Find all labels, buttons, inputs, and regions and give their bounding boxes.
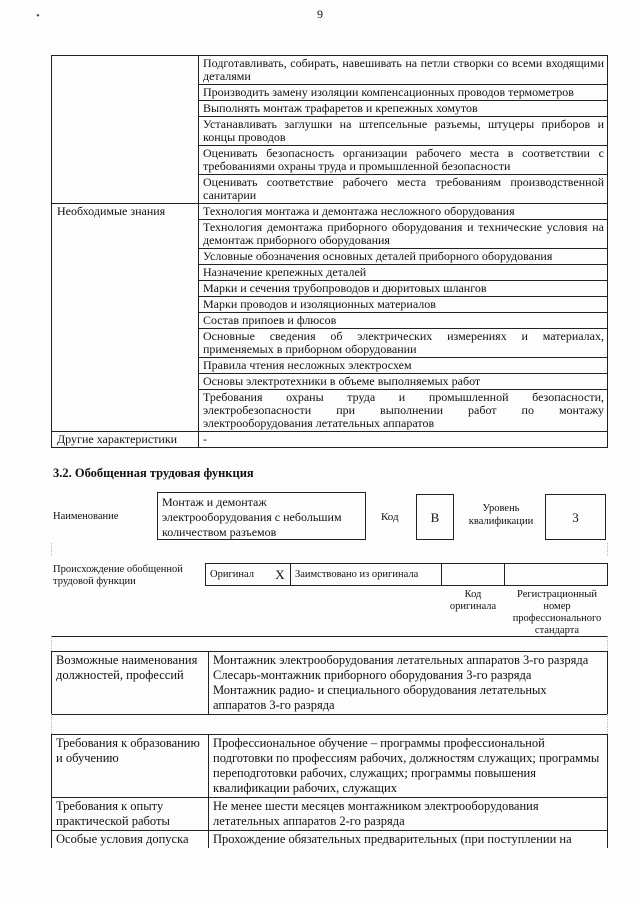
- original-mark: X: [270, 564, 291, 586]
- original-label: Оригинал: [206, 564, 271, 586]
- knowledge-row: Правила чтения несложных электросхем: [199, 358, 608, 374]
- skills-knowledge-table: [51, 55, 608, 448]
- code-label: Код: [381, 511, 399, 523]
- qualification-level-value: 3: [545, 494, 606, 540]
- knowledge-row: Основы электротехники в объеме выполняемых работ: [199, 374, 608, 390]
- knowledge-row: Условные обозначения основных деталей приборного оборудования: [199, 249, 608, 265]
- education-requirements-label: Требования к образованию и обучению: [52, 735, 209, 798]
- education-requirements-value: Профессиональное обучение – программы профессиональной подготовки по профессиям рабочих, должностям служащих; программы переподготовки рабочих, служащих; программы повышения квалификации рабочих, служащих: [209, 735, 608, 798]
- experience-requirements-label: Требования к опыту практической работы: [52, 798, 209, 831]
- table-row: [206, 564, 608, 586]
- admission-conditions-value: Прохождение обязательных предварительных (при поступлении на: [209, 831, 608, 849]
- other-characteristics-value: -: [199, 432, 608, 448]
- positions-label: Возможные наименования должностей, профессий: [52, 652, 209, 715]
- positions-values: [209, 652, 608, 715]
- skill-row: Оценивать безопасность организации рабочего места в соответствии с требованиями охраны труда и промышленной безопасности: [199, 146, 608, 175]
- admission-conditions-label: Особые условия допуска: [52, 831, 209, 849]
- spacer: [51, 636, 608, 651]
- experience-requirements-value: Не менее шести месяцев монтажником электрооборудования летательных аппаратов 2-го разряда: [209, 798, 608, 831]
- origin-table: [205, 563, 608, 586]
- position-name: Монтажник электрооборудования летательных аппаратов 3-го разряда: [213, 653, 589, 667]
- knowledge-row: Назначение крепежных деталей: [199, 265, 608, 281]
- position-name: Слесарь-монтажник приборного оборудования 3-го разряда: [213, 668, 532, 682]
- table-row: [52, 204, 608, 220]
- registration-number-caption: Регистрационный номер профессионального стандарта: [512, 589, 602, 636]
- original-code-cell: [442, 564, 505, 586]
- skill-row: Оценивать соответствие рабочего места требованиям производственной санитарии: [199, 175, 608, 204]
- borrowed-label: Заимствовано из оригинала: [291, 564, 442, 586]
- skills-label-cell: [52, 56, 199, 204]
- knowledge-row: Технология демонтажа приборного оборудования и технические условия на демонтаж приборного оборудования: [199, 220, 608, 249]
- skill-row: Производить замену изоляции компенсационных проводов термометров: [199, 85, 608, 101]
- origin-label: Происхождение обобщенной трудовой функции: [53, 564, 183, 587]
- registration-number-cell: [505, 564, 608, 586]
- table-row: [52, 798, 608, 831]
- knowledge-row: Основные сведения об электрических измерениях и материалах, применяемых в приборном оборудовании: [199, 329, 608, 358]
- table-row: [52, 831, 608, 849]
- requirements-table: [51, 734, 608, 848]
- spacer: [51, 543, 608, 556]
- knowledge-row: Требования охраны труда и промышленной безопасности, электробезопасности при выполнении работ по монтажу электрооборудования летательных аппаратов: [199, 390, 608, 432]
- knowledge-label: Необходимые знания: [52, 204, 199, 432]
- spacer: [51, 714, 608, 734]
- page-number: 9: [317, 7, 323, 21]
- qualification-level-label: Уровень квалификации: [468, 503, 534, 527]
- code-value: B: [416, 494, 454, 540]
- knowledge-row: Состав припоев и флюсов: [199, 313, 608, 329]
- name-label: Наименование: [53, 511, 119, 522]
- skill-row: Устанавливать заглушки на штепсельные разъемы, штуцеры приборов и концы проводов: [199, 117, 608, 146]
- other-characteristics-label: Другие характеристики: [52, 432, 199, 448]
- function-name-value: Монтаж и демонтаж электрооборудования с небольшим количеством разъемов: [157, 492, 366, 540]
- knowledge-row: Технология монтажа и демонтажа несложного оборудования: [199, 204, 608, 220]
- table-row: [52, 432, 608, 448]
- original-code-caption: Код оригинала: [449, 589, 497, 612]
- table-row: [52, 652, 608, 715]
- knowledge-row: Марки проводов и изоляционных материалов: [199, 297, 608, 313]
- section-title: 3.2. Обобщенная трудовая функция: [53, 466, 254, 480]
- skill-row: Подготавливать, собирать, навешивать на петли створки со всеми входящими деталями: [199, 56, 608, 85]
- table-row: [52, 56, 608, 85]
- knowledge-row: Марки и сечения трубопроводов и дюритовых шлангов: [199, 281, 608, 297]
- corner-mark: •: [36, 10, 40, 22]
- position-name: Монтажник радио- и специального оборудования летательных аппаратов 3-го разряда: [213, 683, 547, 712]
- skill-row: Выполнять монтаж трафаретов и крепежных хомутов: [199, 101, 608, 117]
- positions-table: [51, 651, 608, 715]
- table-row: [52, 735, 608, 798]
